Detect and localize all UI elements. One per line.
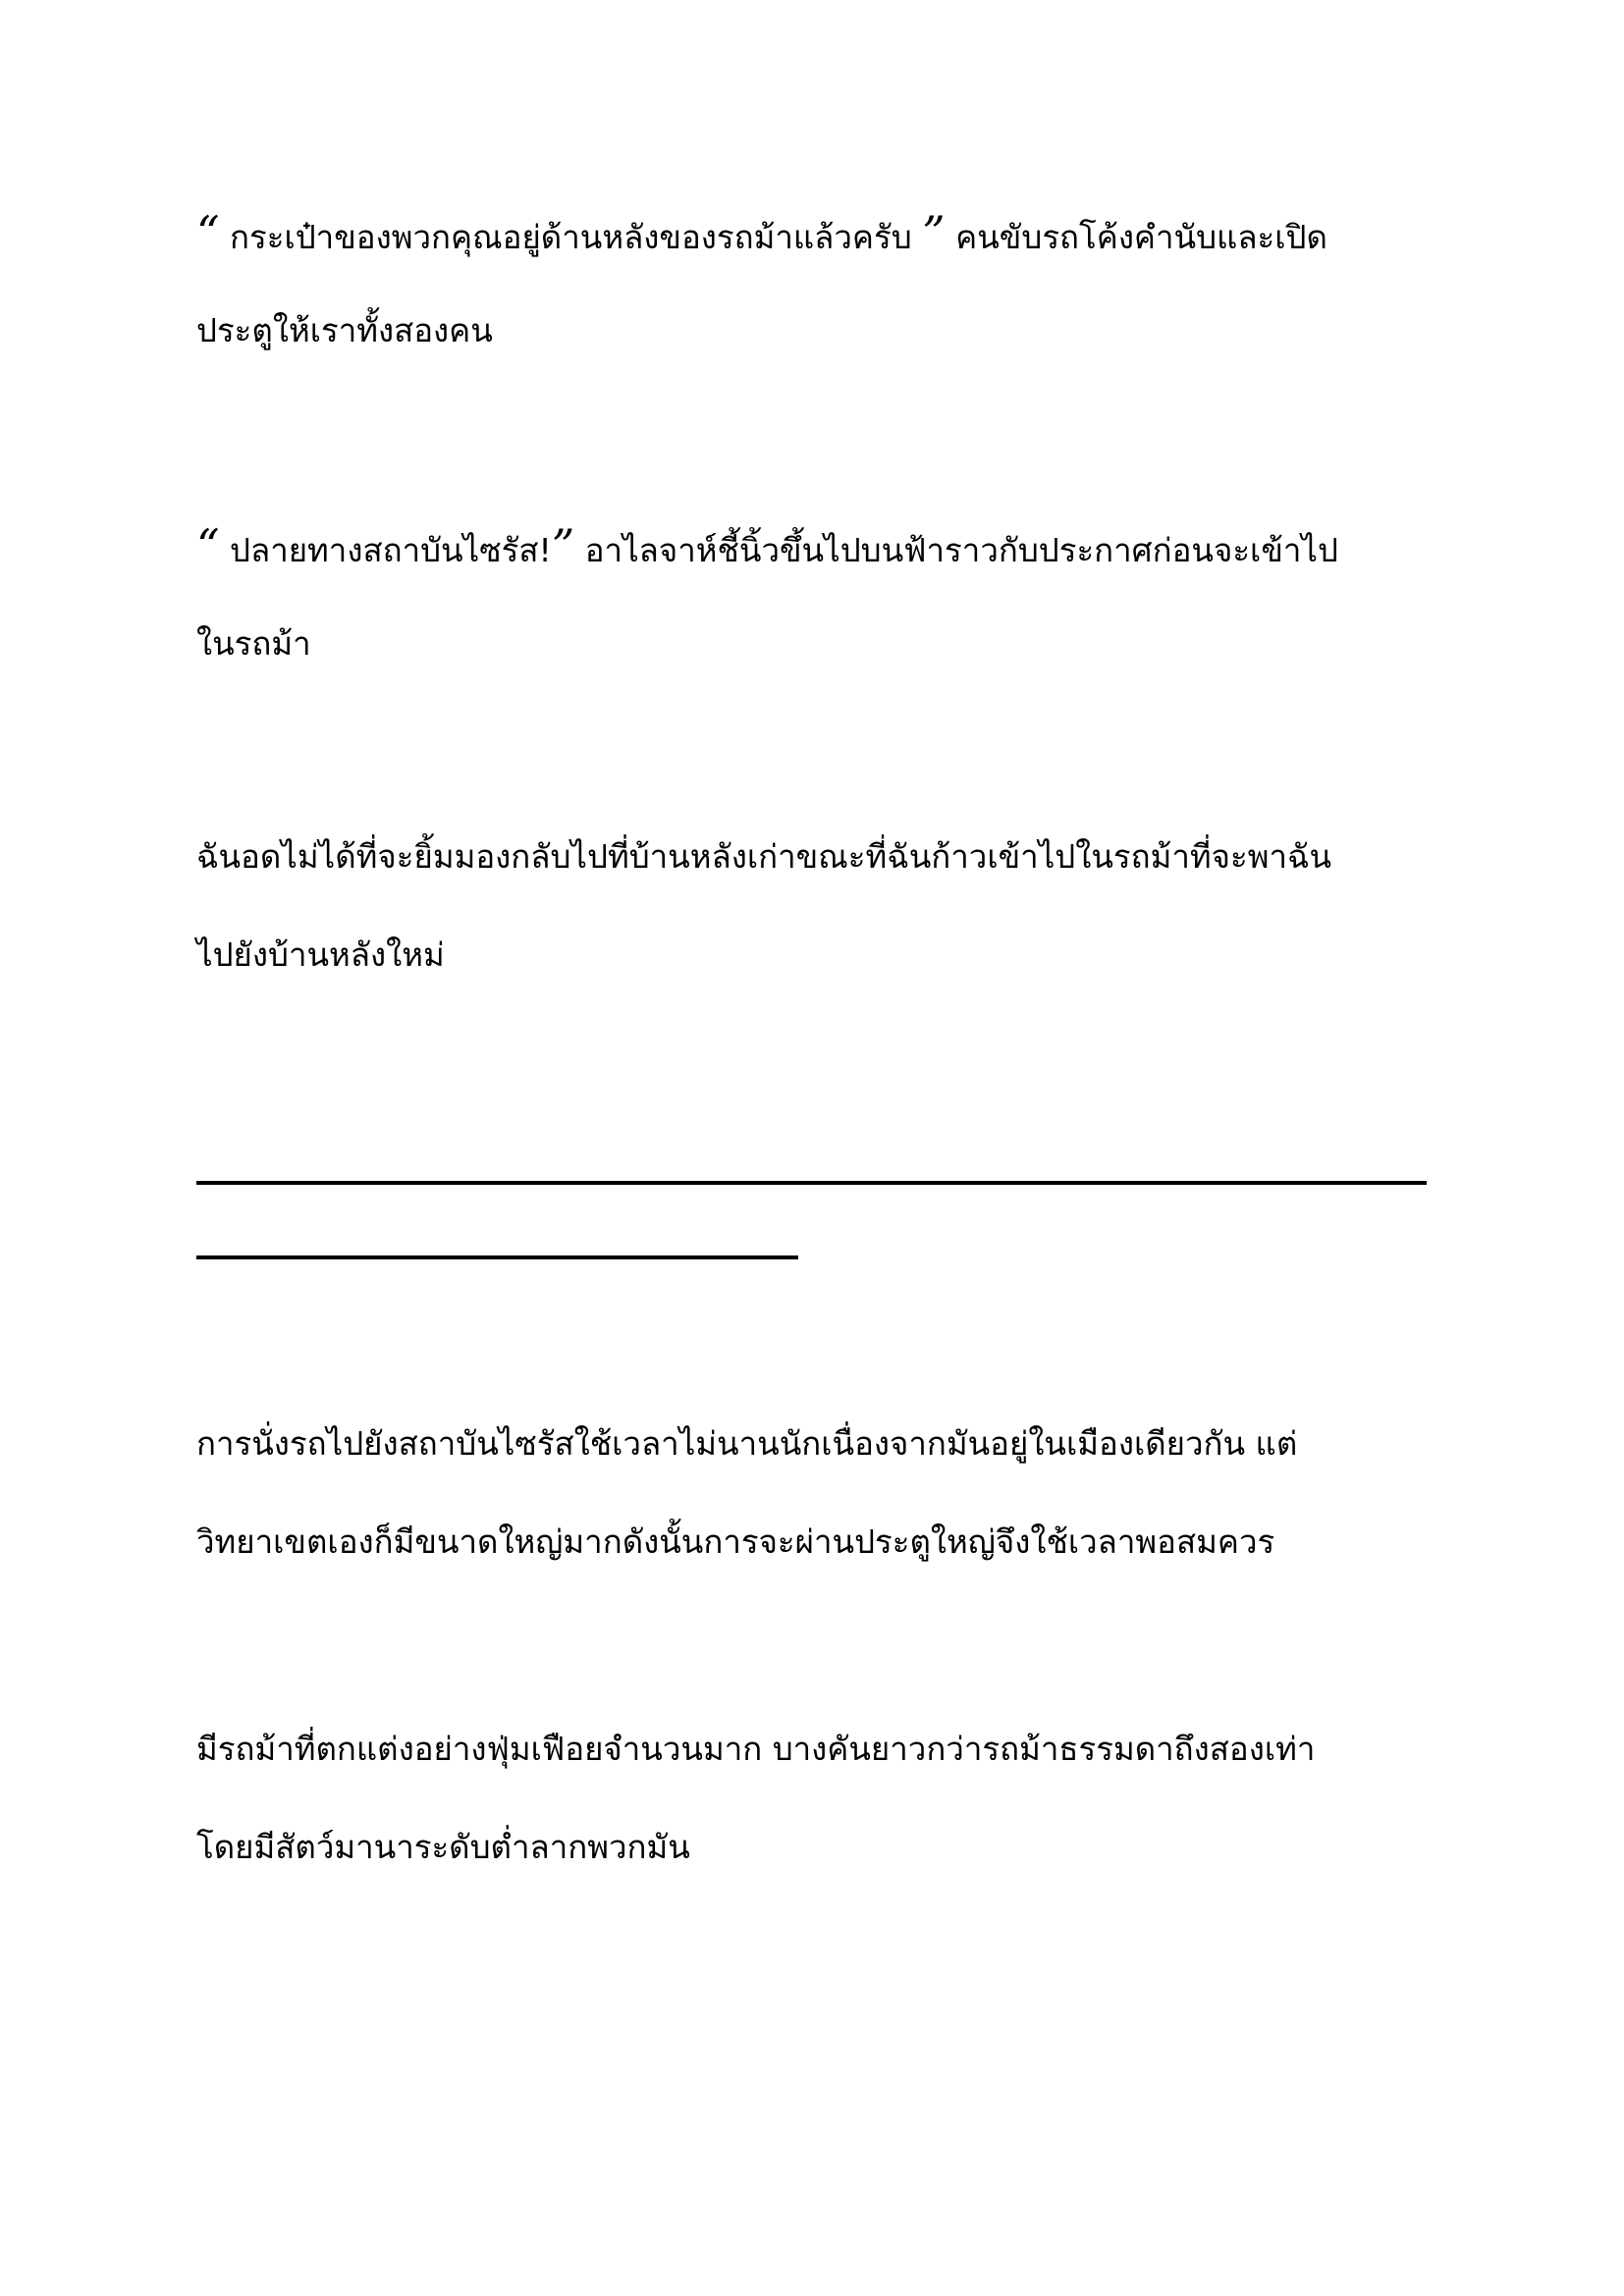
paragraph-4-line-1: การนั่งรถไปยังสถาบันไซรัสใช้เวลาไม่นานนักเนื่องจากมันอยู่ในเมืองเดียวกัน แต่ bbox=[196, 1424, 1298, 1463]
paragraph-1-line-2: ประตูให้เราทั้งสองคน bbox=[196, 311, 493, 349]
narration-text: อาไลจาห์ชี้นิ้วขึ้นไปบนฟ้าราวกับประกาศก่อนจะเข้าไป bbox=[574, 531, 1338, 569]
dialogue-text: กระเป๋าของพวกคุณอยู่ด้านหลังของรถม้าแล้วครับ bbox=[219, 218, 923, 256]
paragraph-5-line-1: มีรถม้าที่ตกแต่งอย่างฟุ่มเฟือยจำนวนมาก บางคันยาวกว่ารถม้าธรรมดาถึงสองเท่า bbox=[196, 1730, 1316, 1768]
narration-text: คนขับรถโค้งคำนับและเปิด bbox=[945, 218, 1327, 256]
paragraph-3-line-1: ฉันอดไม่ได้ที่จะยิ้มมองกลับไปที่บ้านหลังเก่าขณะที่ฉันก้าวเข้าไปในรถม้าที่จะพาฉัน bbox=[196, 837, 1332, 876]
paragraph-3-line-2: ไปยังบ้านหลังใหม่ bbox=[196, 935, 445, 974]
paragraph-1-line-1 bbox=[196, 184, 1434, 282]
paragraph-1 bbox=[196, 184, 1434, 380]
paragraph-4 bbox=[196, 1395, 1434, 1591]
open-quote-mark: “ bbox=[196, 519, 220, 572]
paragraph-3 bbox=[196, 808, 1434, 1004]
close-quote-mark: ” bbox=[551, 519, 575, 572]
paragraph-5-line-2: โดยมีสัตว์มานาระดับต่ำลากพวกมัน bbox=[196, 1828, 690, 1866]
paragraph-5 bbox=[196, 1700, 1434, 1896]
paragraph-4-line-2: วิทยาเขตเองก็มีขนาดใหญ่มากดังนั้นการจะผ่านประตูใหญ่จึงใช้เวลาพอสมควร bbox=[196, 1522, 1275, 1561]
paragraph-2-line-2: ในรถม้า bbox=[196, 624, 311, 663]
paragraph-2 bbox=[196, 497, 1434, 693]
paragraph-2-line-1 bbox=[196, 497, 1434, 595]
scene-break-divider-long bbox=[196, 1181, 1427, 1185]
scene-break-divider-short bbox=[196, 1255, 798, 1259]
open-quote-mark: “ bbox=[196, 206, 220, 259]
close-quote-mark: ” bbox=[922, 206, 946, 259]
dialogue-text: ปลายทางสถาบันไซรัส! bbox=[219, 531, 552, 569]
